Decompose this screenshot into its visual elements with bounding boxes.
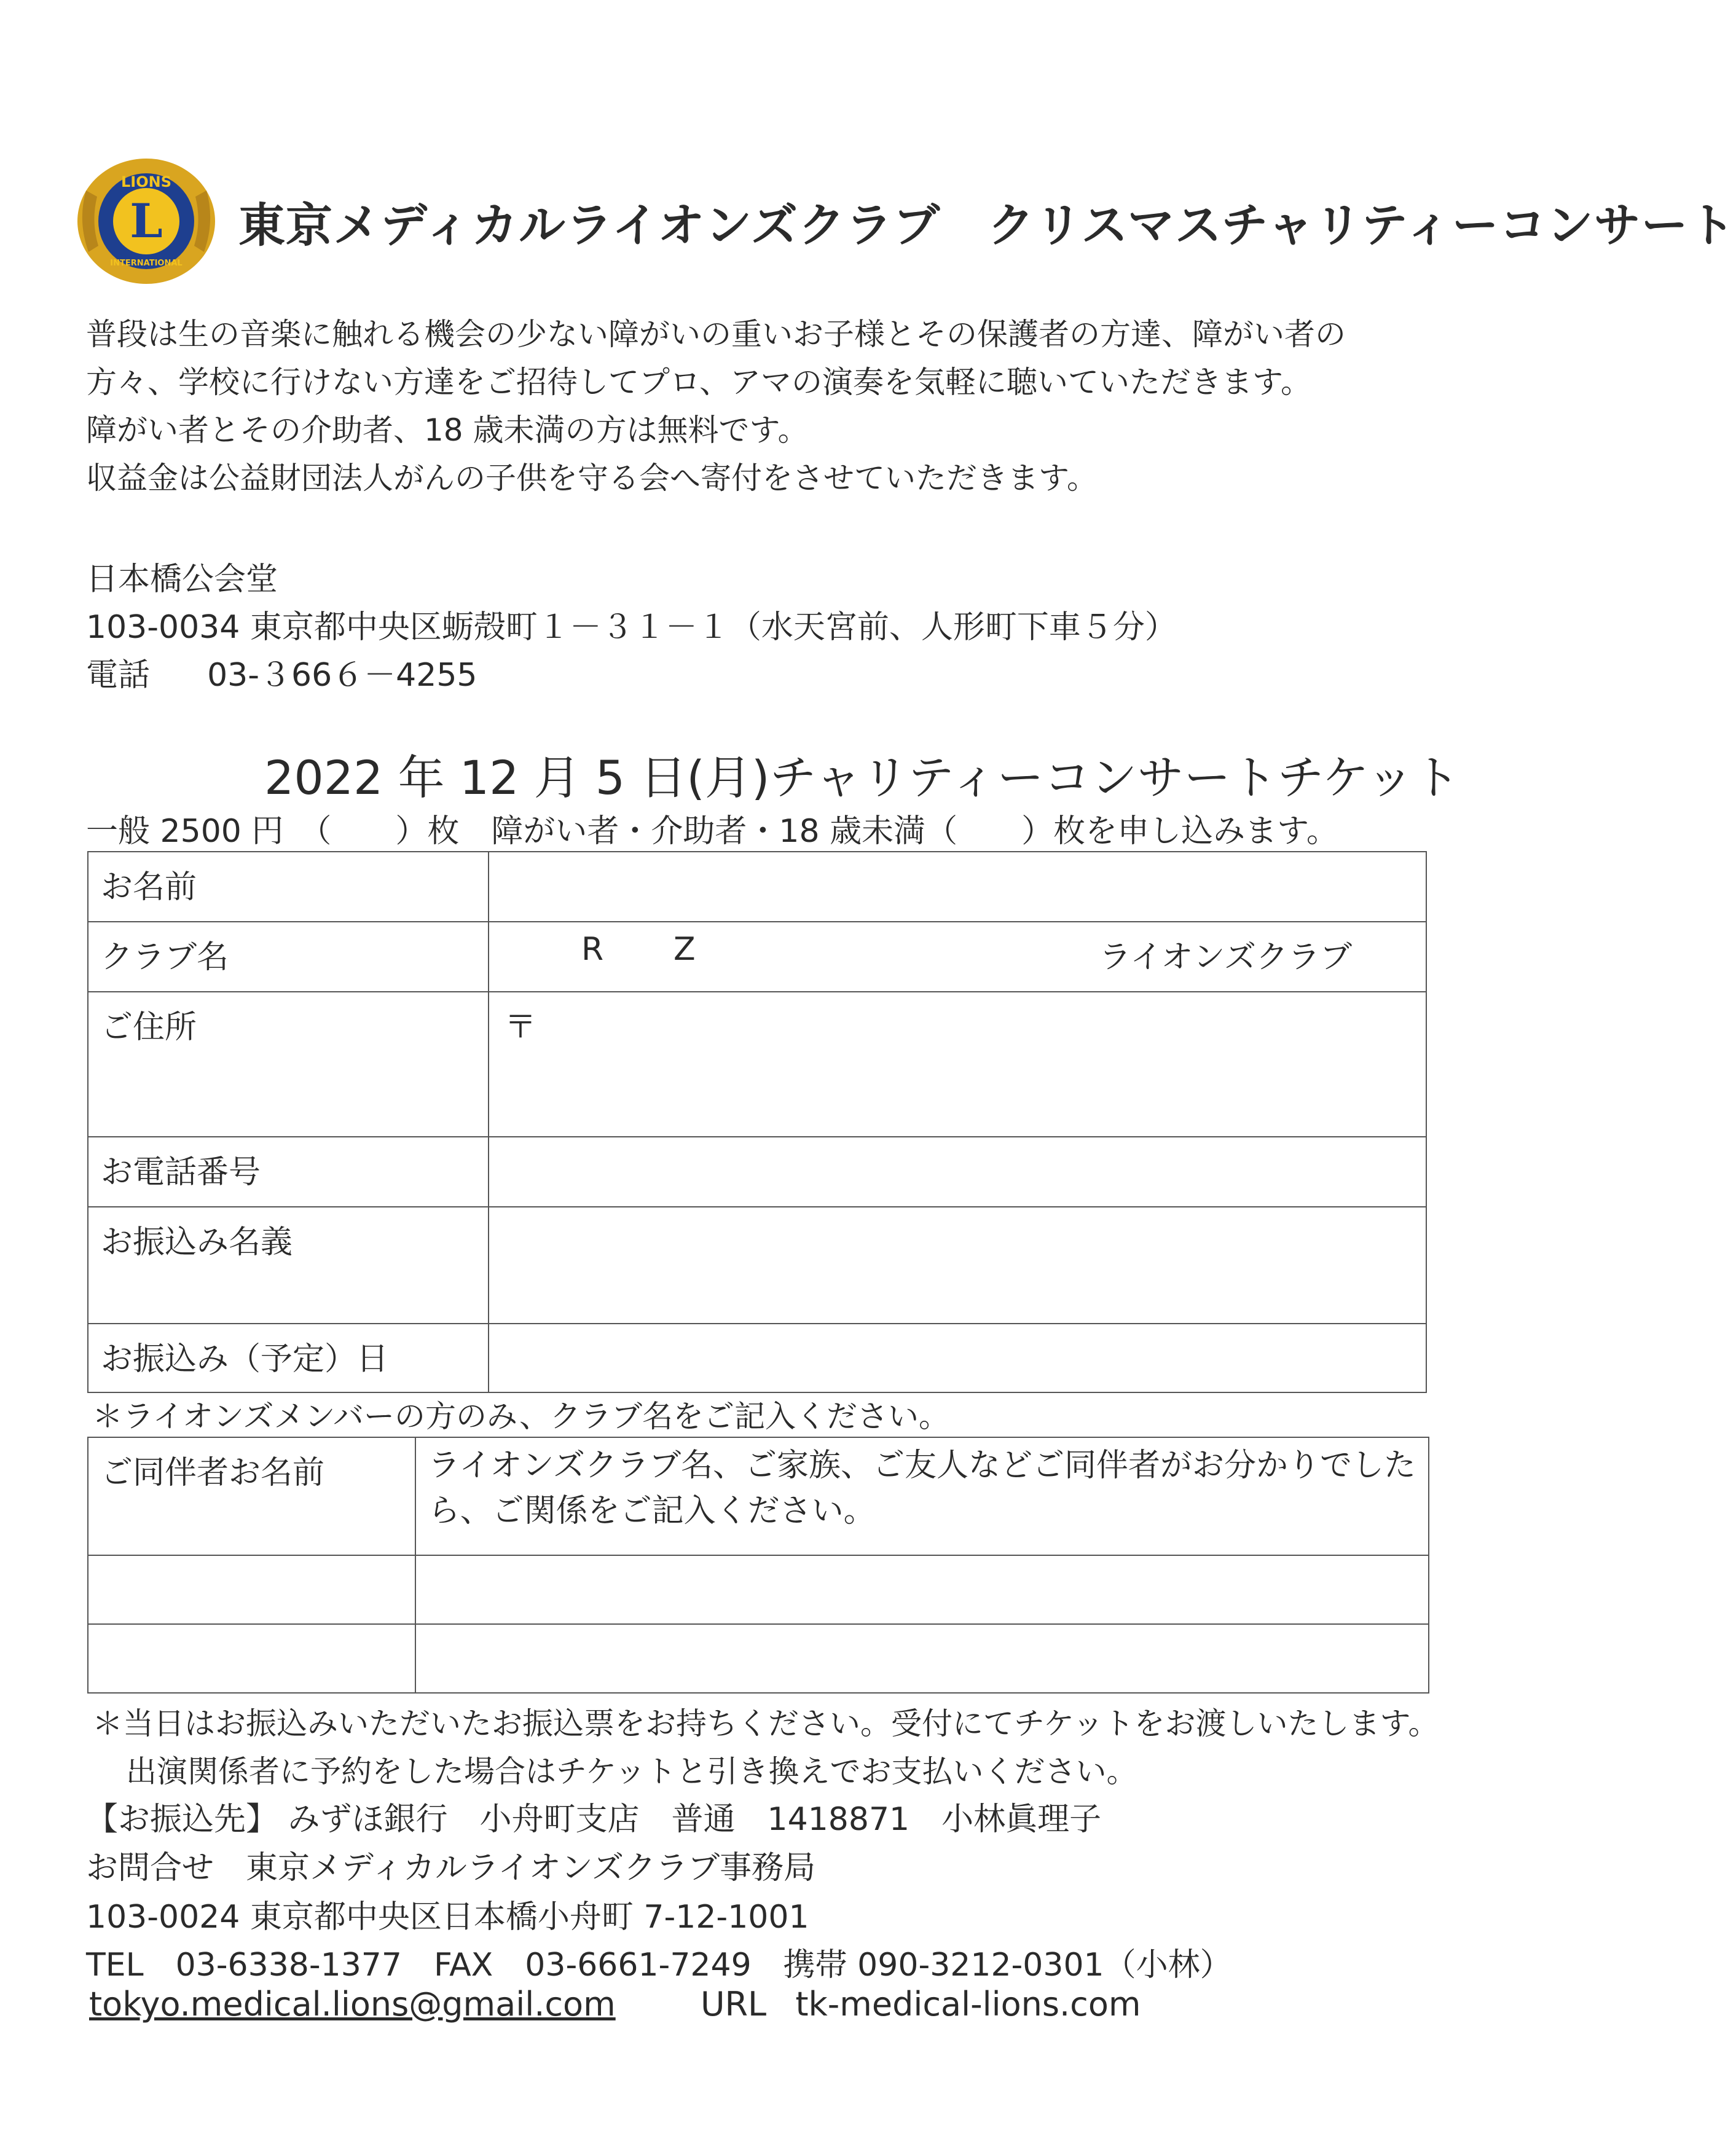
venue-phone xyxy=(86,649,477,695)
form-row-address xyxy=(88,992,1426,1137)
venue-address: 103-0034 東京都中央区蛎殻町１－３１－１（水天宮前、人形町下車５分） xyxy=(86,609,1177,646)
form-row-phone xyxy=(88,1137,1426,1207)
intro-line-2: 方々、学校に行けない方達をご招待してプロ、アマの演奏を気軽に聴いていただきます。 xyxy=(86,364,1311,400)
club-r-mark: R xyxy=(581,931,604,968)
application-form-table xyxy=(87,851,1427,1393)
bank-info: 【お振込先】 みずほ銀行 小舟町支店 普通 1418871 小林眞理子 xyxy=(86,1801,1102,1838)
form-row-name xyxy=(88,852,1426,922)
transfer-name-field[interactable] xyxy=(489,1207,1426,1324)
page-title: 東京メディカルライオンズクラブ クリスマスチャリティーコンサート xyxy=(238,198,1736,253)
inquiry-info: お問合せ 東京メディカルライオンズクラブ事務局 xyxy=(86,1850,816,1886)
companion-relation-field[interactable] xyxy=(415,1555,1429,1624)
companion-row xyxy=(88,1624,1429,1693)
club-suffix: ライオンズクラブ xyxy=(1099,939,1352,976)
club-label: クラブ名 xyxy=(88,922,489,992)
companion-name-field[interactable] xyxy=(88,1624,415,1693)
office-address: 103-0024 東京都中央区日本橋小舟町 7-12-1001 xyxy=(86,1899,809,1936)
form-row-transfer-name xyxy=(88,1207,1426,1324)
intro-line-4: 収益金は公益財団法人がんの子供を守る会へ寄付をさせていただきます。 xyxy=(86,460,1098,496)
payment-note-1: ＊当日はお振込みいただいたお振込票をお持ちください。受付にてチケットをお渡しいたします。 xyxy=(92,1706,1439,1741)
logo-text-bottom: INTERNATIONAL xyxy=(110,259,183,268)
address-field[interactable] xyxy=(489,992,1426,1137)
venue-phone-number: 03-３66６－4255 xyxy=(207,657,477,694)
phone-label: お電話番号 xyxy=(88,1137,489,1207)
lions-logo xyxy=(74,154,219,289)
companion-hint xyxy=(415,1437,1429,1555)
companion-hint-line-2: ら、ご関係をご記入ください。 xyxy=(428,1493,876,1529)
transfer-name-label: お振込み名義 xyxy=(88,1207,489,1324)
phone-field[interactable] xyxy=(489,1137,1426,1207)
name-field[interactable] xyxy=(489,852,1426,922)
venue-phone-label: 電話 xyxy=(86,657,151,694)
companion-label: ご同伴者お名前 xyxy=(88,1437,415,1555)
companion-hint-line-1: ライオンズクラブ名、ご家族、ご友人などご同伴者がお分かりでした xyxy=(428,1447,1416,1484)
companion-table xyxy=(87,1437,1429,1694)
intro-paragraph xyxy=(86,310,1346,502)
transfer-date-label: お振込み（予定）日 xyxy=(88,1324,489,1392)
url-label: URL xyxy=(701,1985,767,2024)
website-url[interactable] xyxy=(701,1985,1141,2024)
name-label: お名前 xyxy=(88,852,489,922)
ticket-order-line: 一般 2500 円 （ ）枚 障がい者・介助者・18 歳未満（ ）枚を申し込みます。 xyxy=(86,813,1338,850)
companion-row xyxy=(88,1555,1429,1624)
members-note: ＊ライオンズメンバーの方のみ、クラブ名をご記入ください。 xyxy=(92,1399,949,1434)
companion-name-field[interactable] xyxy=(88,1555,415,1624)
form-row-transfer-date xyxy=(88,1324,1426,1392)
payment-note-2: 出演関係者に予約をした場合はチケットと引き換えでお支払いください。 xyxy=(126,1754,1137,1789)
transfer-date-field[interactable] xyxy=(489,1324,1426,1392)
club-field[interactable] xyxy=(489,922,1426,992)
venue-name: 日本橋公会堂 xyxy=(86,561,278,598)
address-label: ご住所 xyxy=(88,992,489,1137)
logo-text-top: LIONS xyxy=(121,173,171,190)
form-row-club xyxy=(88,922,1426,992)
url-link[interactable]: tk-medical-lions.com xyxy=(795,1985,1141,2024)
email-link[interactable]: tokyo.medical.lions@gmail.com xyxy=(89,1985,616,2024)
postal-mark: 〒 xyxy=(505,1009,537,1046)
companion-header-row xyxy=(88,1437,1429,1555)
contact-phones: TEL 03-6338-1377 FAX 03-6661-7249 携帯 090-3212-0301（小林） xyxy=(86,1947,1232,1984)
companion-relation-field[interactable] xyxy=(415,1624,1429,1693)
logo-letter: L xyxy=(130,194,163,248)
intro-line-1: 普段は生の音楽に触れる機会の少ない障がいの重いお子様とその保護者の方達、障がい者の xyxy=(86,316,1346,352)
intro-line-3: 障がい者とその介助者、18 歳未満の方は無料です。 xyxy=(86,412,809,448)
ticket-title: 2022 年 12 月 5 日(月)チャリティーコンサートチケット xyxy=(264,750,1460,805)
club-z-mark: Z xyxy=(674,931,696,968)
